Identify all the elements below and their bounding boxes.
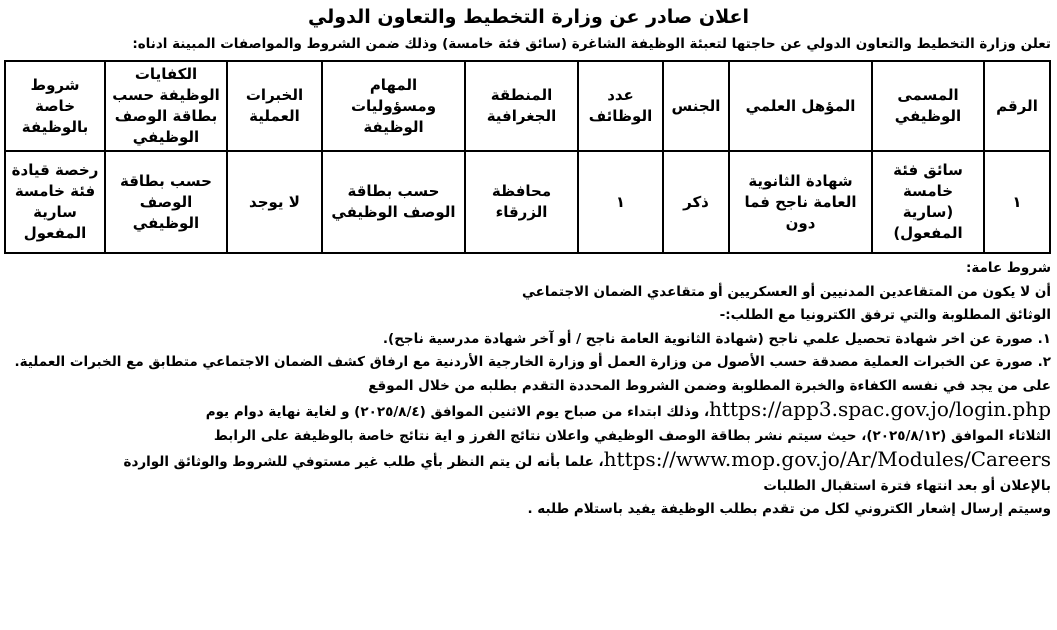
cell-qualification: شهادة الثانوية العامة ناجح فما دون — [729, 151, 872, 253]
announcement-title: اعلان صادر عن وزارة التخطيط والتعاون الدولي — [307, 6, 750, 28]
apply-period-line — [6, 398, 1051, 425]
cell-competencies: حسب بطاقة الوصف الوظيفي — [105, 151, 227, 253]
apply-url-link[interactable]: https://app3.spac.gov.jo/login.php — [709, 397, 1051, 421]
cell-special-conditions: رخصة قيادة فئة خامسة سارية المفعول — [5, 151, 105, 253]
header-job-title: المسمى الوظيفي — [872, 61, 984, 151]
header-duties: المهام ومسؤوليات الوظيفة — [322, 61, 465, 151]
header-special-conditions: شروط خاصة بالوظيفة — [5, 61, 105, 151]
results-note: ، علما بأنه لن يتم النظر بأي طلب غير مستوفي للشروط والوثائق الواردة — [123, 454, 604, 470]
general-heading: شروط عامة: — [965, 260, 1051, 276]
documents-heading: الوثائق المطلوبة والتي ترفق الكترونيا مع الطلب:- — [719, 307, 1051, 323]
apply-line: على من يجد في نفسه الكفاءة والخبرة المطلوبة وضمن الشروط المحددة التقدم بطلبه من خلال الموقع — [368, 377, 1051, 394]
closing-line: بالإعلان أو بعد انتهاء فترة استقبال الطلبات — [763, 477, 1051, 494]
document-item-1: ١. صورة عن اخر شهادة تحصيل علمي ناجح (شهادة الثانوية العامة ناجح / أو آخر شهادة مدرسية ناجح). — [382, 330, 1051, 347]
announcement-intro: تعلن وزارة التخطيط والتعاون الدولي عن حاجتها لتعبئة الوظيفة الشاغرة (سائق فئة خامسة) وذلك ضمن الشروط والمواصفات المبينة ادناه: — [132, 36, 1051, 52]
results-url-line — [6, 448, 1051, 475]
table-header-row — [5, 61, 1050, 151]
header-gender: الجنس — [663, 61, 729, 151]
cell-number: ١ — [984, 151, 1050, 253]
notice-line: وسيتم إرسال إشعار الكتروني لكل من تقدم بطلب الوظيفة يفيد باستلام طلبه . — [527, 501, 1051, 517]
cell-job-title: سائق فئة خامسة (سارية المفعول) — [872, 151, 984, 253]
table-row — [5, 151, 1050, 253]
results-url-link[interactable]: https://www.mop.gov.jo/Ar/Modules/Careers — [603, 447, 1051, 471]
general-condition: أن لا يكون من المتقاعدين المدنيين أو العسكريين أو متقاعدي الضمان الاجتماعي — [521, 283, 1051, 300]
cell-experience: لا يوجد — [227, 151, 322, 253]
header-competencies: الكفايات الوظيفة حسب بطاقة الوصف الوظيفي — [105, 61, 227, 151]
header-number: الرقم — [984, 61, 1050, 151]
header-qualification: المؤهل العلمي — [729, 61, 872, 151]
cell-region: محافظة الزرقاء — [465, 151, 578, 253]
general-conditions — [6, 257, 1051, 522]
apply-period: ، وذلك ابتداء من صباح يوم الاثنين الموافق (٢٠٢٥/٨/٤) و لغاية نهاية دوام يوم — [205, 404, 710, 420]
cell-vacancies: ١ — [578, 151, 663, 253]
header-region: المنطقة الجغرافية — [465, 61, 578, 151]
document-item-2: ٢. صورة عن الخبرات العملية مصدقة حسب الأصول من وزارة العمل أو وزارة الخارجية الأردنية مع ارفاق كشف الضمان الاجتماعي متطابق مع الخبرات العملية. — [14, 354, 1051, 370]
header-vacancies: عدد الوظائف — [578, 61, 663, 151]
job-table — [4, 60, 1051, 254]
cell-gender: ذكر — [663, 151, 729, 253]
header-experience: الخبرات العملية — [227, 61, 322, 151]
results-line: الثلاثاء الموافق (٢٠٢٥/٨/١٢)، حيث سيتم نشر بطاقة الوصف الوظيفي واعلان نتائج الفرز و اية نتائج خاصة بالوظيفة على الرابط — [213, 427, 1051, 444]
cell-duties: حسب بطاقة الوصف الوظيفي — [322, 151, 465, 253]
